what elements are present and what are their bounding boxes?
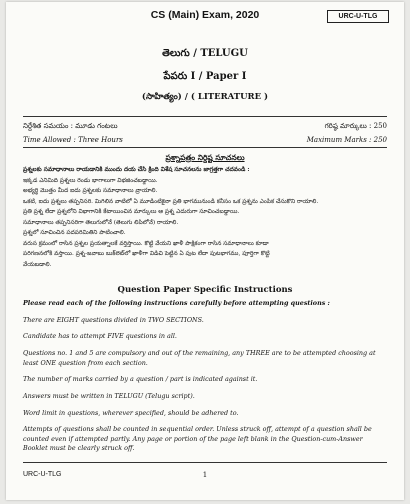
marks-telugu: గరిష్ఠ మార్కులు : 250 <box>324 122 387 130</box>
paper-code-box: URC-U-TLG <box>327 10 389 23</box>
english-instruction: Word limit in questions, wherever specified, should be adhered to. <box>23 408 239 417</box>
time-allowed <box>23 119 123 147</box>
telugu-instruction: వరుస క్రమంలో రాసిన ప్రశ్నల ప్రయత్నాలకే వర్తిస్తాయి. కొట్టి వేయని ఖాళీ పాక్షికంగా రాసిన సమాధానాలు కూడా <box>23 240 269 247</box>
english-instructions-heading: Question Paper Specific Instructions <box>117 285 293 295</box>
time-marks-row <box>23 116 387 148</box>
english-instruction: Attempts of questions shall be counted in sequential order. Unless struck off, attempt of a question shall be counted even if attempted partly. Any page or portion of the page left blank in the Question-cum-Answer Booklet must be clearly struck off. <box>23 425 372 453</box>
footer-divider <box>23 462 387 463</box>
question-paper-page <box>6 2 404 500</box>
telugu-instruction: ఇక్కడ ఎనిమిది ప్రశ్నలు రెండు భాగాలుగా విభజించబడ్డాయి. <box>23 177 158 184</box>
telugu-instruction: పరిగణనలోకి వస్తాయి. ప్రశ్న-జవాబు బుక్‌లెట్‌లో ఖాళీగా విడిచి పెట్టిన ఏ పుట లేదా పుటభాగము, పూర్తిగా కొట్టి <box>23 251 270 257</box>
telugu-instruction: వేయబడాలి. <box>23 261 52 268</box>
maximum-marks <box>307 119 387 147</box>
telugu-instruction: ప్రశ్నలకు సమాధానాలు రాయడానికి ముందు దయ చేసి క్రింది విశేష సూచనలను జాగ్రత్తగా చదవండి : <box>23 166 250 173</box>
telugu-instruction: అభ్యర్థి మొత్తం మీద ఐదు ప్రశ్నలకు సమాధానాలు వ్రాయాలి. <box>23 188 158 194</box>
telugu-instruction: ప్రతి ప్రశ్న లేదా ప్రశ్నలోని విభాగానికి కేటాయించిన మార్కులు ఆ ప్రశ్న ఎదురుగా సూచించబడ్డాయి. <box>23 209 240 215</box>
telugu-instruction: ప్రశ్నలో సూచించిన పదపరిమితిని పాటించాలి. <box>23 230 126 236</box>
telugu-instructions <box>23 165 387 270</box>
marks-english: Maximum Marks : 250 <box>306 136 387 144</box>
section-title: (సాహిత్యం) / ( LITERATURE ) <box>141 92 269 102</box>
footer-paper-code: URC-U-TLG <box>23 471 62 478</box>
english-instruction: Candidate has to attempt FIVE questions in all. <box>23 332 177 341</box>
telugu-instruction: సమాధానాలు తప్పనిసరిగా తెలుగులోనే (తెలుగు లిపిలోనే) రాయాలి. <box>23 219 179 226</box>
telugu-instruction: ఒకటి, ఐదు ప్రశ్నలు తప్పనిసరి. మిగిలిన వాటిలో ఏ మూడింటికైనా ప్రతి భాగమునుండి కనీసం ఒక ప్రశ్నను ఎంపిక చేసుకొని రాయాలి. <box>23 198 319 205</box>
english-instruction: There are EIGHT questions divided in TWO SECTIONS. <box>23 315 204 324</box>
time-english: Time Allowed : Three Hours <box>23 136 123 144</box>
english-instruction: The number of marks carried by a question / part is indicated against it. <box>23 375 258 384</box>
subject-title: తెలుగు / TELUGU <box>162 48 248 59</box>
telugu-instructions-heading: ప్రశ్నాపత్రం నిర్దిష్ట సూచనలు <box>165 153 245 162</box>
paper-title: పేపరు I / Paper I <box>163 71 247 82</box>
exam-title: CS (Main) Exam, 2020 <box>150 9 260 21</box>
page-number: 1 <box>202 471 208 479</box>
english-instruction: Questions no. 1 and 5 are compulsory and out of the remaining, any THREE are to be attempted choosing at least ONE question from each section. <box>23 349 376 367</box>
english-instruction: Please read each of the following instructions carefully before attempting questions : <box>23 299 330 307</box>
time-telugu: నిర్దేశిత సమయం : మూడు గంటలు <box>23 122 118 130</box>
english-instructions <box>23 299 387 461</box>
english-instruction: Answers must be written in TELUGU (Telugu script). <box>23 391 195 400</box>
